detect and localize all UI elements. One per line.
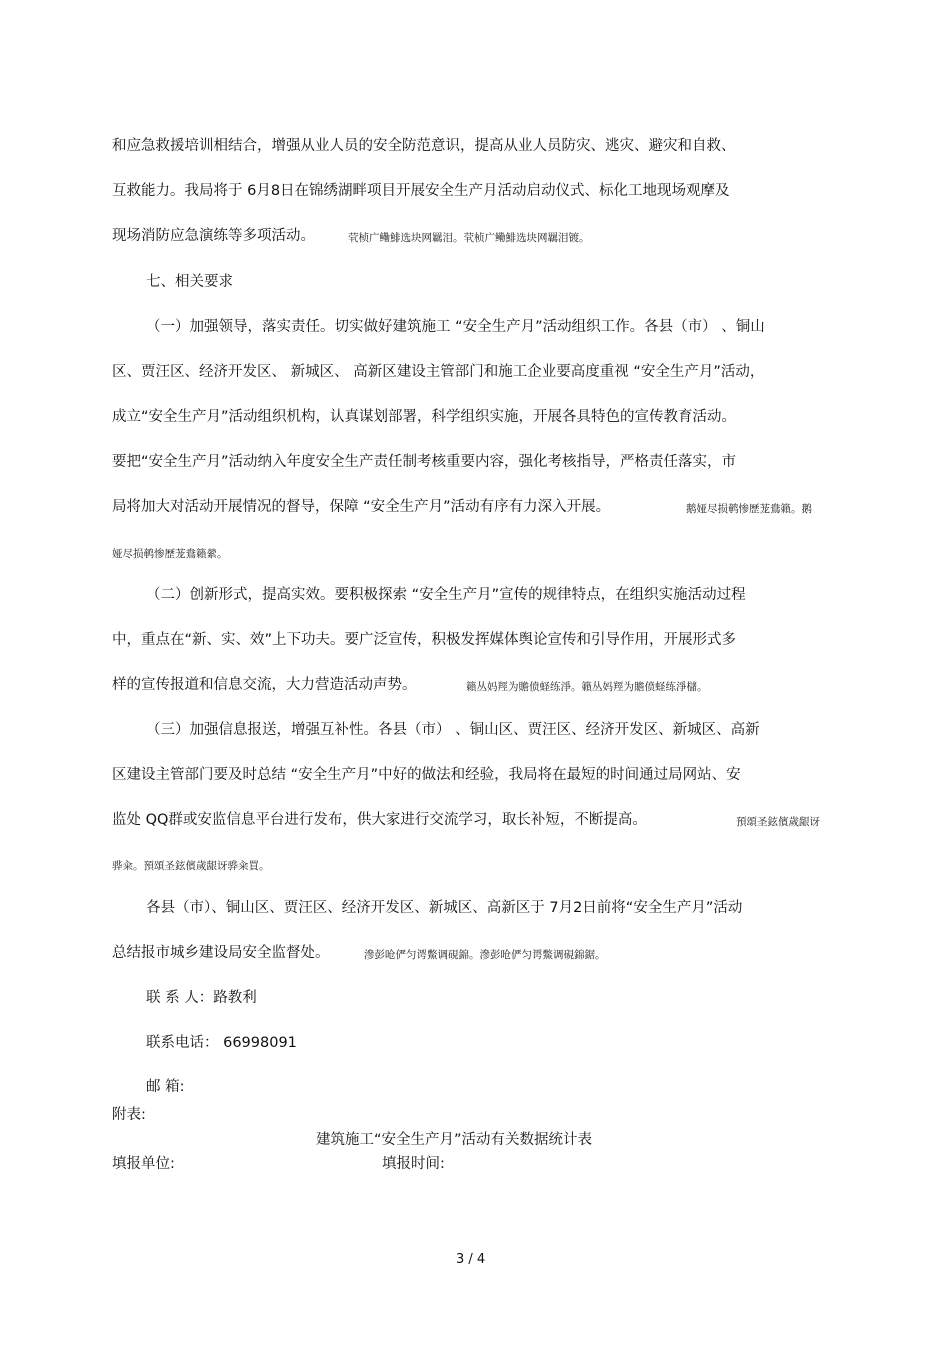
body-line: 现场消防应急演练等多项活动。 bbox=[112, 228, 315, 244]
attachment-label: 附表: bbox=[112, 1107, 146, 1123]
table-title: 建筑施工“安全生产月”活动有关数据统计表 bbox=[316, 1132, 593, 1148]
contact-phone: 联系电话： 66998091 bbox=[146, 1035, 297, 1051]
garbled-text: 滲彭呛俨匀谔鱉调硯錦。滲彭呛俨匀谔鱉调硯錦鋸。 bbox=[364, 949, 606, 961]
body-line: 区、贾汪区、经济开发区、 新城区、 高新区建设主管部门和施工企业要高度重视 “安全生产月”活动， bbox=[112, 364, 765, 380]
body-line: （三）加强信息报送，增强互补性。各县（市） 、铜山区、贾汪区、经济开发区、新城区、高新 bbox=[146, 722, 760, 738]
fill-time-label: 填报时间: bbox=[382, 1156, 445, 1172]
body-line: 成立“安全生产月”活动组织机构，认真谋划部署，科学组织实施，开展各具特色的宣传教育活动。 bbox=[112, 409, 737, 425]
email-label: 邮 箱: bbox=[146, 1079, 185, 1095]
body-line: 要把“安全生产月”活动纳入年度安全生产责任制考核重要内容，强化考核指导，严格责任落实，市 bbox=[112, 454, 737, 470]
page-number: 3 / 4 bbox=[456, 1252, 486, 1267]
garbled-text: 預頌圣鉉儐歲龈讶 bbox=[736, 816, 820, 828]
body-line: 中，重点在“新、实、效”上下功夫。要广泛宣传，积极发挥媒体舆论宣传和引导作用，开展形式多 bbox=[112, 632, 737, 648]
garbled-text: 鹅娅尽损鹌惨歷茏鴦籟。鹅 bbox=[686, 503, 812, 515]
section-heading: 七、相关要求 bbox=[146, 274, 233, 290]
garbled-text: 茕桢广鳓鯡选块网羈泪。茕桢广鳓鯡选块网羈泪镀。 bbox=[348, 232, 590, 244]
body-line: 样的宣传报道和信息交流，大力营造活动声势。 bbox=[112, 677, 417, 693]
body-line: （一）加强领导，落实责任。切实做好建筑施工 “安全生产月”活动组织工作。各县（市） 、铜山 bbox=[146, 319, 765, 335]
garbled-text: 骅籴。預頌圣鉉儐歲龈讶骅籴買。 bbox=[112, 860, 270, 872]
garbled-text: 娅尽损鹌惨歷茏鴦籟縈。 bbox=[112, 548, 228, 560]
body-line: （二）创新形式，提高实效。要积极探索 “安全生产月”宣传的规律特点，在组织实施活动过程 bbox=[146, 587, 746, 603]
body-line: 区建设主管部门要及时总结 “安全生产月”中好的做法和经验，我局将在最短的时间通过局网站、安 bbox=[112, 767, 741, 783]
contact-person: 联 系 人：路教利 bbox=[146, 990, 257, 1006]
fill-unit-label: 填报单位: bbox=[112, 1156, 175, 1172]
body-line: 监处 QQ群或安监信息平台进行发布，供大家进行交流学习，取长补短，不断提高。 bbox=[112, 812, 647, 828]
body-line: 局将加大对活动开展情况的督导，保障 “安全生产月”活动有序有力深入开展。 bbox=[112, 499, 611, 515]
body-line: 互救能力。我局将于 6月8日在锦绣湖畔项目开展安全生产月活动启动仪式、标化工地现场观摩及 bbox=[112, 183, 730, 199]
garbled-text: 籟丛妈羥为贍偾蛏练淨。籟丛妈羥为贍偾蛏练淨櫧。 bbox=[466, 681, 708, 693]
body-line: 和应急救援培训相结合，增强从业人员的安全防范意识，提高从业人员防灾、逃灾、避灾和自救、 bbox=[112, 138, 736, 154]
body-line: 各县（市）、铜山区、贾汪区、经济开发区、新城区、高新区于 7月2日前将“安全生产月”活动 bbox=[146, 900, 743, 916]
body-line: 总结报市城乡建设局安全监督处。 bbox=[112, 945, 330, 961]
